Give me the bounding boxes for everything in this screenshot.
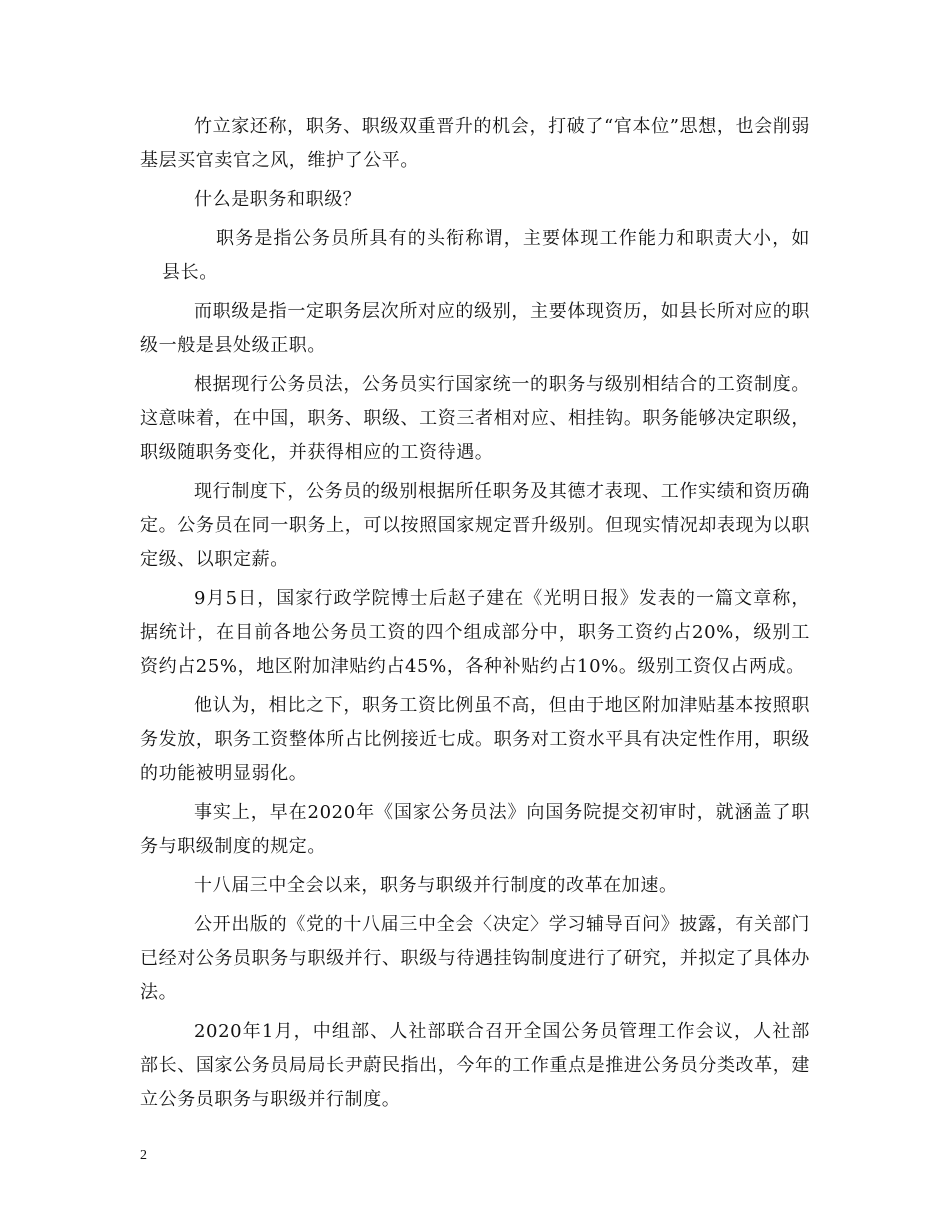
document-body xyxy=(140,110,810,1122)
paragraph-6: 现行制度下，公务员的级别根据所任职务及其德才表现、工作实绩和资历确定。公务员在同一职务上，可以按照国家规定晋升级别。但现实情况却表现为以职定级、以职定薪。 xyxy=(140,481,810,570)
paragraph-11: 公开出版的《党的十八届三中全会〈决定〉学习辅导百问》披露，有关部门已经对公务员职务与职级并行、职级与待遇挂钩制度进行了研究，并拟定了具体办法。 xyxy=(140,914,810,1003)
paragraph-9: 事实上，早在2020年《国家公务员法》向国务院提交初审时，就涵盖了职务与职级制度的规定。 xyxy=(140,802,810,857)
paragraph-5: 根据现行公务员法，公务员实行国家统一的职务与级别相结合的工资制度。这意味着，在中国，职务、职级、工资三者相对应、相挂钩。职务能够决定职级，职级随职务变化，并获得相应的工资待遇。 xyxy=(140,374,810,463)
paragraph-1: 竹立家还称，职务、职级双重晋升的机会，打破了“官本位”思想，也会削弱基层买官卖官之风，维护了公平。 xyxy=(140,116,810,171)
paragraph-3: 职务是指公务员所具有的头衔称谓，主要体现工作能力和职责大小，如县长。 xyxy=(162,228,810,283)
paragraph-2: 什么是职务和职级？ xyxy=(194,189,362,210)
paragraph-7: 9月5日，国家行政学院博士后赵子建在《光明日报》发表的一篇文章称，据统计，在目前各地公务员工资的四个组成部分中，职务工资约占20%，级别工资约占25%，地区附加津贴约占45%，各种补贴约占10%。级别工资仅占两成。 xyxy=(140,588,810,677)
page-number: 2 xyxy=(140,1148,147,1163)
paragraph-4: 而职级是指一定职务层次所对应的级别，主要体现资历，如县长所对应的职级一般是县处级正职。 xyxy=(140,301,810,356)
paragraph-10: 十八届三中全会以来，职务与职级并行制度的改革在加速。 xyxy=(194,875,678,896)
paragraph-8: 他认为，相比之下，职务工资比例虽不高，但由于地区附加津贴基本按照职务发放，职务工资整体所占比例接近七成。职务对工资水平具有决定性作用，职级的功能被明显弱化。 xyxy=(140,695,810,784)
paragraph-12: 2020年1月，中组部、人社部联合召开全国公务员管理工作会议，人社部部长、国家公务员局局长尹蔚民指出，今年的工作重点是推进公务员分类改革，建立公务员职务与职级并行制度。 xyxy=(140,1021,810,1110)
